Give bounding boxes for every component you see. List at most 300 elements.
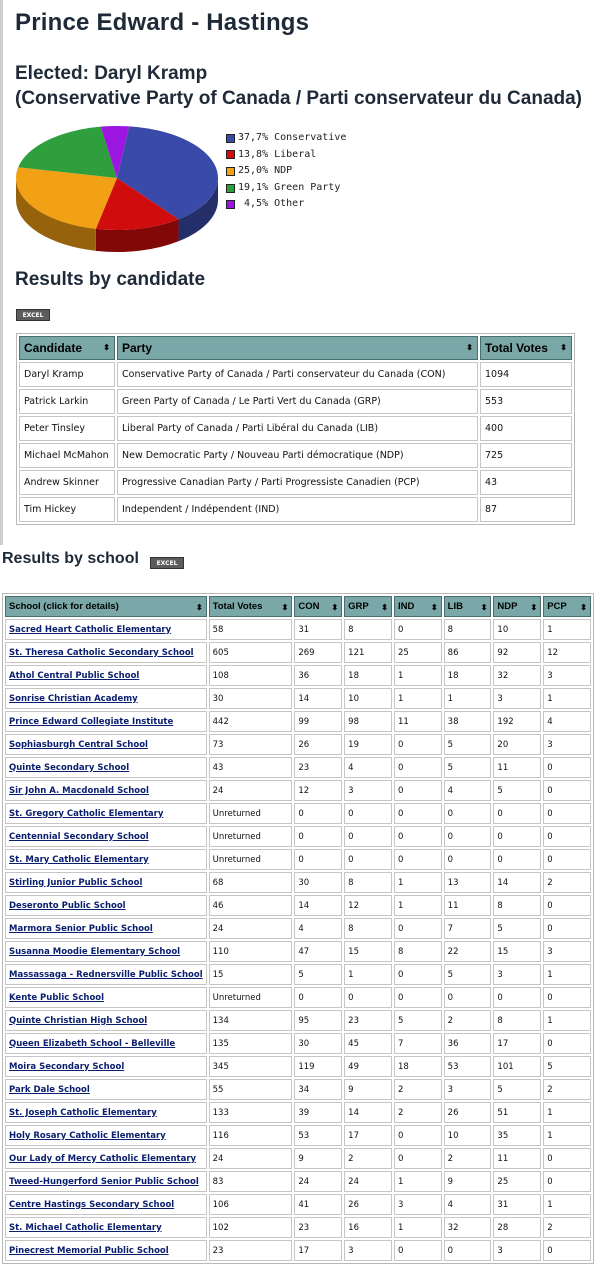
school-cell [5, 1148, 207, 1169]
lib-cell: 32 [444, 1217, 492, 1238]
lib-cell: 9 [444, 1171, 492, 1192]
lib-cell: 18 [444, 665, 492, 686]
sort-icon[interactable]: ⬍ [466, 343, 473, 352]
candidate-row [19, 443, 572, 468]
ind-cell: 1 [394, 1217, 442, 1238]
party-cell: New Democratic Party / Nouveau Parti démocratique (NDP) [117, 443, 478, 468]
total-votes-cell: 605 [209, 642, 293, 663]
school-cell [5, 1079, 207, 1100]
candidate-name-cell: Tim Hickey [19, 497, 115, 522]
pcp-cell: 0 [543, 987, 591, 1008]
sort-icon[interactable]: ⬍ [530, 603, 538, 612]
candidate-name-cell: Daryl Kramp [19, 362, 115, 387]
pcp-cell: 5 [543, 1056, 591, 1077]
ind-cell: 7 [394, 1033, 442, 1054]
header-label: PCP [547, 601, 567, 612]
candidate-name-cell: Michael McMahon [19, 443, 115, 468]
column-header-con[interactable] [294, 596, 342, 617]
ndp-cell: 3 [493, 1240, 541, 1261]
pie-chart-svg [14, 124, 224, 256]
school-cell [5, 1056, 207, 1077]
table-row [5, 619, 591, 640]
school-link[interactable]: Sonrise Christian Academy [9, 693, 138, 704]
header-label: School (click for details) [9, 601, 119, 612]
ndp-cell: 11 [493, 757, 541, 778]
ind-cell: 0 [394, 918, 442, 939]
grp-cell: 15 [344, 941, 392, 962]
page-left-rule [0, 0, 3, 545]
elected-candidate: Elected: Daryl Kramp [15, 63, 208, 84]
con-cell: 99 [294, 711, 342, 732]
ind-cell: 3 [394, 1194, 442, 1215]
table-row [5, 895, 591, 916]
candidate-name-cell: Peter Tinsley [19, 416, 115, 441]
school-link[interactable]: Tweed-Hungerford Senior Public School [9, 1176, 199, 1187]
sort-icon[interactable]: ⬍ [281, 603, 289, 612]
pcp-cell: 1 [543, 1125, 591, 1146]
table-row [5, 872, 591, 893]
con-cell: 53 [294, 1125, 342, 1146]
legend-label: 4,5% Other [238, 198, 305, 210]
legend-swatch [226, 184, 235, 193]
lib-cell: 4 [444, 780, 492, 801]
total-votes-cell: 46 [209, 895, 293, 916]
total-votes-cell: 15 [209, 964, 293, 985]
grp-cell: 17 [344, 1125, 392, 1146]
header-label: Total Votes [212, 601, 263, 612]
total-votes-cell: Unreturned [209, 826, 293, 847]
school-cell [5, 1102, 207, 1123]
pcp-cell: 1 [543, 1102, 591, 1123]
grp-cell: 10 [344, 688, 392, 709]
header-label: Party [122, 341, 153, 355]
column-header-pcp[interactable] [543, 596, 591, 617]
school-link[interactable]: Quinte Secondary School [9, 762, 130, 773]
column-header-total-votes[interactable] [480, 336, 572, 360]
elected-party: (Conservative Party of Canada / Parti conservateur du Canada) [15, 88, 583, 109]
lib-cell: 2 [444, 1148, 492, 1169]
grp-cell: 16 [344, 1217, 392, 1238]
sort-icon[interactable]: ⬍ [195, 603, 203, 612]
school-cell [5, 665, 207, 686]
header-label: Total Votes [485, 341, 548, 355]
table-row [5, 803, 591, 824]
school-link[interactable]: Queen Elizabeth School - Belleville [9, 1038, 176, 1049]
con-cell: 24 [294, 1171, 342, 1192]
legend-label: 25,0% NDP [238, 165, 293, 177]
school-link[interactable]: St. Theresa Catholic Secondary School [9, 647, 194, 658]
con-cell: 47 [294, 941, 342, 962]
sort-icon[interactable]: ⬍ [560, 343, 567, 352]
pcp-cell: 0 [543, 1148, 591, 1169]
table-row [5, 941, 591, 962]
candidate-name-cell: Andrew Skinner [19, 470, 115, 495]
legend-item-ndp [226, 163, 346, 180]
school-cell [5, 1010, 207, 1031]
con-cell: 0 [294, 803, 342, 824]
school-link[interactable]: Susanna Moodie Elementary School [9, 946, 181, 957]
sort-icon[interactable]: ⬍ [430, 603, 438, 612]
con-cell: 5 [294, 964, 342, 985]
pcp-cell: 1 [543, 964, 591, 985]
con-cell: 30 [294, 1033, 342, 1054]
candidate-results-title: Results by candidate [15, 269, 206, 290]
party-cell: Green Party of Canada / Le Parti Vert du Canada (GRP) [117, 389, 478, 414]
sort-icon[interactable]: ⬍ [381, 603, 388, 612]
legend-swatch [226, 167, 235, 176]
ind-cell: 0 [394, 987, 442, 1008]
school-cell [5, 711, 207, 732]
ind-cell: 0 [394, 964, 442, 985]
total-votes-cell: Unreturned [209, 803, 293, 824]
ndp-cell: 8 [493, 895, 541, 916]
ind-cell: 2 [394, 1102, 442, 1123]
ndp-cell: 5 [493, 780, 541, 801]
party-cell: Progressive Canadian Party / Parti Progressiste Canadien (PCP) [117, 470, 478, 495]
pcp-cell: 0 [543, 1033, 591, 1054]
legend-swatch [226, 150, 235, 159]
total-votes-cell: 116 [209, 1125, 293, 1146]
lib-cell: 4 [444, 1194, 492, 1215]
candidate-row [19, 416, 572, 441]
table-row [5, 1033, 591, 1054]
legend-swatch [226, 200, 235, 209]
ndp-cell: 32 [493, 665, 541, 686]
school-cell [5, 780, 207, 801]
column-header-party[interactable] [117, 336, 478, 360]
total-votes-cell: 58 [209, 619, 293, 640]
total-votes-cell: 87 [480, 497, 572, 522]
school-cell [5, 1125, 207, 1146]
ndp-cell: 92 [493, 642, 541, 663]
table-row [5, 780, 591, 801]
candidate-row [19, 497, 572, 522]
total-votes-cell: 43 [480, 470, 572, 495]
lib-cell: 8 [444, 619, 492, 640]
total-votes-cell: 725 [480, 443, 572, 468]
school-results-title [2, 550, 139, 568]
legend-label: 37,7% Conservative [238, 132, 347, 143]
lib-cell: 3 [444, 1079, 492, 1100]
grp-cell: 45 [344, 1033, 392, 1054]
con-cell: 39 [294, 1102, 342, 1123]
grp-cell: 3 [344, 1240, 392, 1261]
grp-cell: 2 [344, 1148, 392, 1169]
total-votes-cell: 83 [209, 1171, 293, 1192]
ndp-cell: 28 [493, 1217, 541, 1238]
lib-cell: 22 [444, 941, 492, 962]
pie-legend [226, 130, 346, 213]
table-row [5, 1171, 591, 1192]
school-link[interactable]: Pinecrest Memorial Public School [9, 1245, 169, 1256]
header-label: GRP [348, 601, 369, 612]
school-link[interactable]: St. Gregory Catholic Elementary [9, 808, 164, 819]
column-header-ind[interactable] [394, 596, 442, 617]
candidate-row [19, 389, 572, 414]
sort-icon[interactable]: ⬍ [331, 603, 339, 612]
grp-cell: 14 [344, 1102, 392, 1123]
con-cell: 30 [294, 872, 342, 893]
con-cell: 269 [294, 642, 342, 663]
con-cell: 36 [294, 665, 342, 686]
ndp-cell: 31 [493, 1194, 541, 1215]
total-votes-cell: 23 [209, 1240, 293, 1261]
lib-cell: 10 [444, 1125, 492, 1146]
total-votes-cell: 24 [209, 780, 293, 801]
table-row [5, 964, 591, 985]
column-header-lib[interactable] [444, 596, 492, 617]
pcp-cell: 2 [543, 872, 591, 893]
school-cell [5, 849, 207, 870]
candidate-excel-export-button[interactable]: EXCEL [16, 309, 50, 321]
school-link[interactable]: Holy Rosary Catholic Elementary [9, 1130, 166, 1141]
pcp-cell: 0 [543, 1171, 591, 1192]
grp-cell: 19 [344, 734, 392, 755]
school-link[interactable]: St. Mary Catholic Elementary [9, 854, 149, 865]
school-link[interactable]: St. Michael Catholic Elementary [9, 1222, 162, 1233]
total-votes-cell: 110 [209, 941, 293, 962]
legend-item-liberal [226, 147, 346, 164]
ind-cell: 1 [394, 872, 442, 893]
con-cell: 31 [294, 619, 342, 640]
lib-cell: 0 [444, 1240, 492, 1261]
con-cell: 0 [294, 826, 342, 847]
school-cell [5, 757, 207, 778]
legend-item-green-party [226, 180, 346, 197]
pcp-cell: 3 [543, 665, 591, 686]
total-votes-cell: Unreturned [209, 987, 293, 1008]
school-link[interactable]: Centennial Secondary School [9, 831, 149, 842]
school-link[interactable]: Sir John A. Macdonald School [9, 785, 149, 796]
pcp-cell: 0 [543, 895, 591, 916]
total-votes-cell: 55 [209, 1079, 293, 1100]
school-excel-export-button[interactable]: EXCEL [150, 557, 184, 569]
column-header-school[interactable] [5, 596, 207, 617]
ndp-cell: 0 [493, 803, 541, 824]
table-row [5, 1148, 591, 1169]
school-table-body [5, 619, 591, 1261]
school-link[interactable]: Moira Secondary School [9, 1061, 125, 1072]
ndp-cell: 0 [493, 849, 541, 870]
ndp-cell: 11 [493, 1148, 541, 1169]
ndp-cell: 192 [493, 711, 541, 732]
grp-cell: 3 [344, 780, 392, 801]
ndp-cell: 0 [493, 826, 541, 847]
school-link[interactable]: Park Dale School [9, 1084, 90, 1095]
ind-cell: 0 [394, 1148, 442, 1169]
ind-cell: 0 [394, 849, 442, 870]
table-row [5, 1240, 591, 1261]
school-cell [5, 1217, 207, 1238]
grp-cell: 121 [344, 642, 392, 663]
school-cell [5, 619, 207, 640]
column-header-ndp[interactable] [493, 596, 541, 617]
school-link[interactable]: Prince Edward Collegiate Institute [9, 716, 174, 727]
results-pie-chart [14, 124, 224, 260]
grp-cell: 23 [344, 1010, 392, 1031]
table-row [5, 642, 591, 663]
total-votes-cell: 73 [209, 734, 293, 755]
legend-item-conservative [226, 130, 346, 147]
school-cell [5, 987, 207, 1008]
school-link[interactable]: Quinte Christian High School [9, 1015, 148, 1026]
school-link[interactable]: St. Joseph Catholic Elementary [9, 1107, 157, 1118]
con-cell: 14 [294, 895, 342, 916]
ndp-cell: 35 [493, 1125, 541, 1146]
ind-cell: 8 [394, 941, 442, 962]
grp-cell: 0 [344, 849, 392, 870]
party-cell: Conservative Party of Canada / Parti conservateur du Canada (CON) [117, 362, 478, 387]
grp-cell: 18 [344, 665, 392, 686]
sort-icon[interactable]: ⬍ [103, 343, 110, 352]
ndp-cell: 25 [493, 1171, 541, 1192]
ndp-cell: 3 [493, 964, 541, 985]
school-cell [5, 1194, 207, 1215]
ind-cell: 5 [394, 1010, 442, 1031]
total-votes-cell: 108 [209, 665, 293, 686]
grp-cell: 8 [344, 872, 392, 893]
table-row [5, 688, 591, 709]
candidate-results-table [16, 333, 575, 525]
grp-cell: 8 [344, 918, 392, 939]
school-cell [5, 964, 207, 985]
school-link[interactable]: Sacred Heart Catholic Elementary [9, 624, 172, 635]
page-title: Prince Edward - Hastings [15, 9, 310, 36]
school-cell [5, 803, 207, 824]
party-cell: Liberal Party of Canada / Parti Libéral du Canada (LIB) [117, 416, 478, 441]
con-cell: 12 [294, 780, 342, 801]
pcp-cell: 3 [543, 941, 591, 962]
table-row [5, 734, 591, 755]
ndp-cell: 20 [493, 734, 541, 755]
grp-cell: 1 [344, 964, 392, 985]
school-link[interactable]: Stirling Junior Public School [9, 877, 143, 888]
ndp-cell: 17 [493, 1033, 541, 1054]
total-votes-cell: 133 [209, 1102, 293, 1123]
school-cell [5, 918, 207, 939]
ndp-cell: 10 [493, 619, 541, 640]
con-cell: 4 [294, 918, 342, 939]
con-cell: 23 [294, 757, 342, 778]
legend-item-other [226, 196, 346, 213]
header-label: LIB [447, 601, 463, 612]
ind-cell: 0 [394, 757, 442, 778]
con-cell: 9 [294, 1148, 342, 1169]
school-link[interactable]: Kente Public School [9, 992, 105, 1003]
pcp-cell: 0 [543, 1240, 591, 1261]
lib-cell: 0 [444, 803, 492, 824]
total-votes-cell: 400 [480, 416, 572, 441]
ind-cell: 1 [394, 895, 442, 916]
pcp-cell: 0 [543, 849, 591, 870]
school-cell [5, 734, 207, 755]
lib-cell: 2 [444, 1010, 492, 1031]
con-cell: 0 [294, 849, 342, 870]
sort-icon[interactable]: ⬍ [580, 603, 587, 612]
candidate-name-cell: Patrick Larkin [19, 389, 115, 414]
school-results-title-text: Results by school [2, 550, 139, 567]
total-votes-cell: 442 [209, 711, 293, 732]
pcp-cell: 0 [543, 780, 591, 801]
pcp-cell: 1 [543, 688, 591, 709]
school-link[interactable]: Deseronto Public School [9, 900, 126, 911]
grp-cell: 49 [344, 1056, 392, 1077]
pcp-cell: 4 [543, 711, 591, 732]
con-cell: 23 [294, 1217, 342, 1238]
sort-icon[interactable]: ⬍ [480, 603, 488, 612]
header-label: IND [397, 601, 415, 612]
header-label: NDP [497, 601, 518, 612]
pcp-cell: 1 [543, 619, 591, 640]
school-link[interactable]: Marmora Senior Public School [9, 923, 153, 934]
table-row [5, 987, 591, 1008]
school-table-header-row [5, 596, 591, 617]
pcp-cell: 0 [543, 757, 591, 778]
school-link[interactable]: Sophiasburgh Central School [9, 739, 148, 750]
total-votes-cell: 1094 [480, 362, 572, 387]
con-cell: 95 [294, 1010, 342, 1031]
column-header-total-votes[interactable] [209, 596, 293, 617]
table-row [5, 1010, 591, 1031]
candidate-row [19, 362, 572, 387]
table-row [5, 665, 591, 686]
pcp-cell: 2 [543, 1217, 591, 1238]
grp-cell: 9 [344, 1079, 392, 1100]
header-label: Candidate [24, 341, 83, 355]
legend-label: 19,1% Green Party [238, 181, 341, 193]
school-link[interactable]: Our Lady of Mercy Catholic Elementary [9, 1153, 197, 1164]
grp-cell: 0 [344, 987, 392, 1008]
column-header-grp[interactable] [344, 596, 392, 617]
school-cell [5, 1033, 207, 1054]
table-row [5, 918, 591, 939]
ind-cell: 0 [394, 826, 442, 847]
con-cell: 0 [294, 987, 342, 1008]
pcp-cell: 12 [543, 642, 591, 663]
school-link[interactable]: Massassaga - Rednersville Public School [9, 969, 203, 980]
lib-cell: 0 [444, 826, 492, 847]
school-link[interactable]: Athol Central Public School [9, 670, 140, 681]
ind-cell: 0 [394, 803, 442, 824]
grp-cell: 0 [344, 826, 392, 847]
lib-cell: 0 [444, 849, 492, 870]
school-cell [5, 826, 207, 847]
table-row [5, 757, 591, 778]
lib-cell: 53 [444, 1056, 492, 1077]
lib-cell: 13 [444, 872, 492, 893]
pcp-cell: 1 [543, 1194, 591, 1215]
column-header-candidate[interactable] [19, 336, 115, 360]
ndp-cell: 5 [493, 1079, 541, 1100]
total-votes-cell: 106 [209, 1194, 293, 1215]
ind-cell: 11 [394, 711, 442, 732]
ind-cell: 18 [394, 1056, 442, 1077]
total-votes-cell: 134 [209, 1010, 293, 1031]
school-link[interactable]: Centre Hastings Secondary School [9, 1199, 175, 1210]
ndp-cell: 14 [493, 872, 541, 893]
total-votes-cell: 553 [480, 389, 572, 414]
pcp-cell: 0 [543, 918, 591, 939]
school-cell [5, 941, 207, 962]
candidate-table-header-row [19, 336, 572, 360]
total-votes-cell: 102 [209, 1217, 293, 1238]
school-cell [5, 688, 207, 709]
ind-cell: 2 [394, 1079, 442, 1100]
school-cell [5, 1171, 207, 1192]
legend-swatch [226, 134, 235, 143]
table-row [5, 1056, 591, 1077]
table-row [5, 826, 591, 847]
